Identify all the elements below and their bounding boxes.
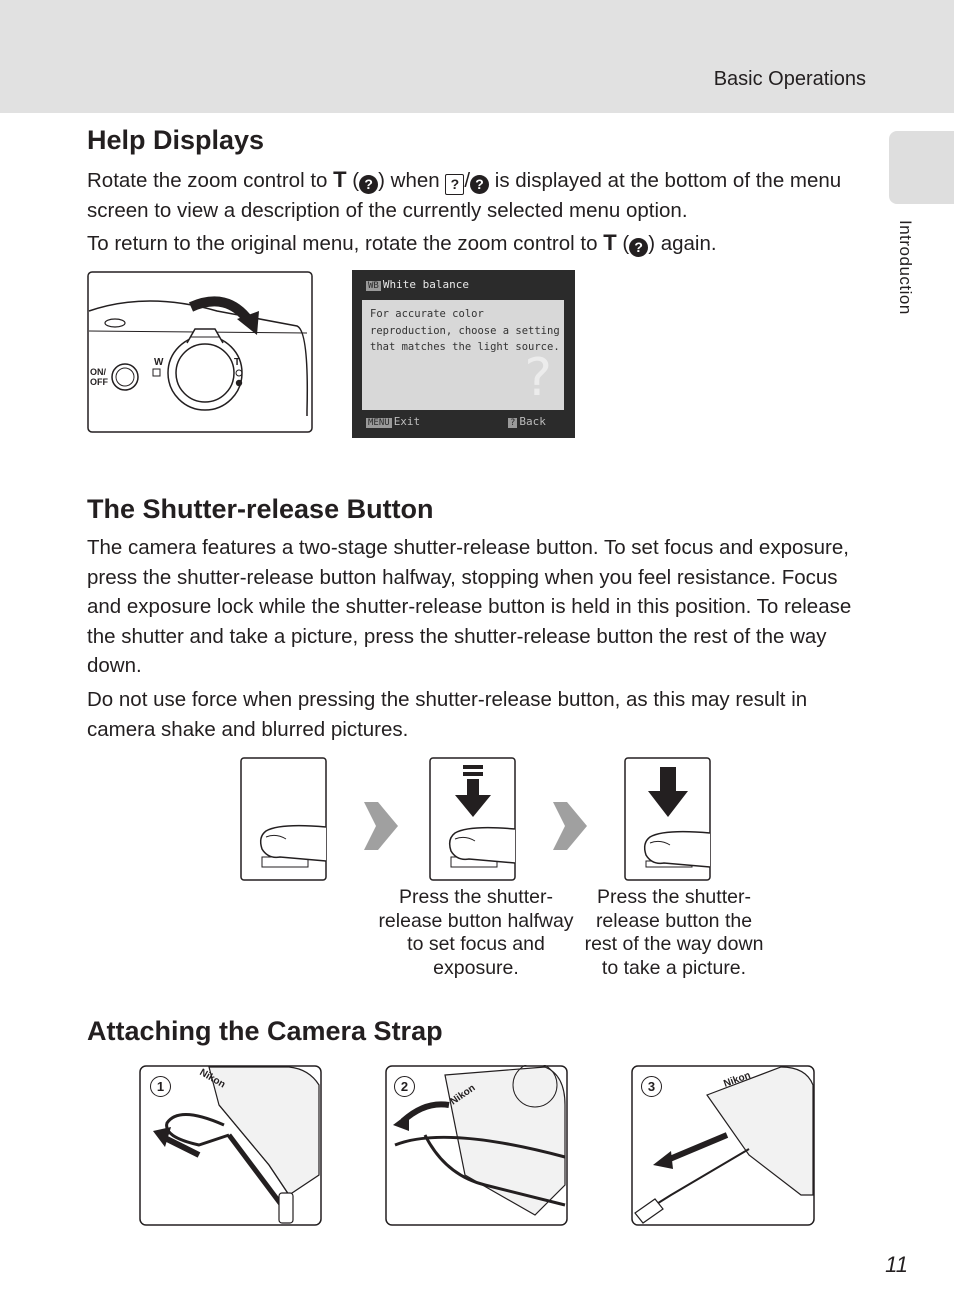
help-screen: [352, 270, 575, 438]
help-circle-icon: ?: [629, 238, 648, 257]
step-number-1: 1: [150, 1076, 171, 1097]
camera-brand-logo: Nikon: [197, 1067, 228, 1091]
strap-heading: Attaching the Camera Strap: [87, 1016, 443, 1046]
arrow-right-icon: [362, 800, 400, 852]
menu-button-icon: MENU: [368, 418, 390, 428]
help-paragraph-2: [87, 228, 872, 259]
step-number-2: 2: [394, 1076, 415, 1097]
half-press-caption: Press the shutter- release button halfway to set focus and exposure.: [378, 886, 574, 979]
camera-brand-logo: Nikon: [448, 1082, 478, 1108]
header-band: [0, 0, 954, 113]
step-number-3: 3: [641, 1076, 662, 1097]
help-p1-text: Rotate the zoom control to: [87, 169, 328, 192]
help-button-icon: ?: [510, 418, 516, 428]
full-press-caption: Press the shutter- release button the rest of the way down to take a picture.: [584, 886, 764, 979]
help-paragraph-1: [87, 165, 872, 225]
zoom-control-illustration: [87, 271, 313, 434]
help-p1-rest: is displayed at the bottom of the menu screen to view a description of the currently selected menu option.: [87, 169, 842, 222]
finger-rest-illustration: [240, 757, 328, 883]
shutter-heading: The Shutter-release Button: [87, 494, 434, 524]
zoom-t-label: T: [234, 357, 241, 368]
help-screen-panel: [362, 300, 564, 410]
help-p1-when: ) when: [378, 169, 440, 192]
help-p2-rest: ) again.: [648, 232, 717, 255]
help-screen-title: WB White balance: [368, 278, 469, 291]
help-displays-heading: Help Displays: [87, 125, 265, 155]
zoom-t-glyph: T: [603, 230, 617, 255]
finger-full-press-illustration: [624, 757, 712, 883]
help-slash: /: [464, 169, 471, 192]
shutter-paragraph-1: The camera features a two-stage shutter-release button. To set focus and exposure, press the shutter-release button halfway, stopping when you feel resistance. Focus and exposure lock while the shutter-release button is held in this position. To release the shutter and take a picture, press the shutter-release button the rest of the way down.: [87, 536, 852, 677]
section-label: Introduction: [896, 220, 915, 315]
page-number: 11: [885, 1252, 908, 1277]
camera-brand-logo: Nikon: [722, 1069, 753, 1090]
help-screen-text: For accurate color reproduction, choose a setting that matches the light source.: [370, 308, 560, 353]
help-box-icon: ?: [445, 174, 464, 195]
help-p2-open: (: [622, 232, 630, 255]
help-circle-icon: ?: [359, 175, 378, 194]
zoom-t-glyph: T: [333, 167, 347, 192]
section-tab: [889, 131, 954, 204]
on-off-label: ON/: [90, 367, 107, 377]
white-balance-icon: WB: [368, 281, 379, 291]
help-p2-text: To return to the original menu, rotate the zoom control to: [87, 232, 598, 255]
shutter-paragraph-2: Do not use force when pressing the shutter-release button, as this may result in camera shake and blurred pictures.: [87, 688, 808, 741]
help-watermark-icon: ?: [524, 348, 552, 408]
zoom-w-label: W: [154, 357, 164, 368]
help-screen-back: ? Back: [510, 415, 546, 428]
arrow-right-icon: [551, 800, 589, 852]
help-screen-exit: MENU Exit: [368, 415, 421, 428]
running-head: Basic Operations: [713, 68, 866, 90]
help-circle-icon: ?: [470, 175, 489, 194]
on-off-label: OFF: [90, 377, 108, 387]
finger-half-press-illustration: [429, 757, 517, 883]
help-p1-open: (: [352, 169, 360, 192]
